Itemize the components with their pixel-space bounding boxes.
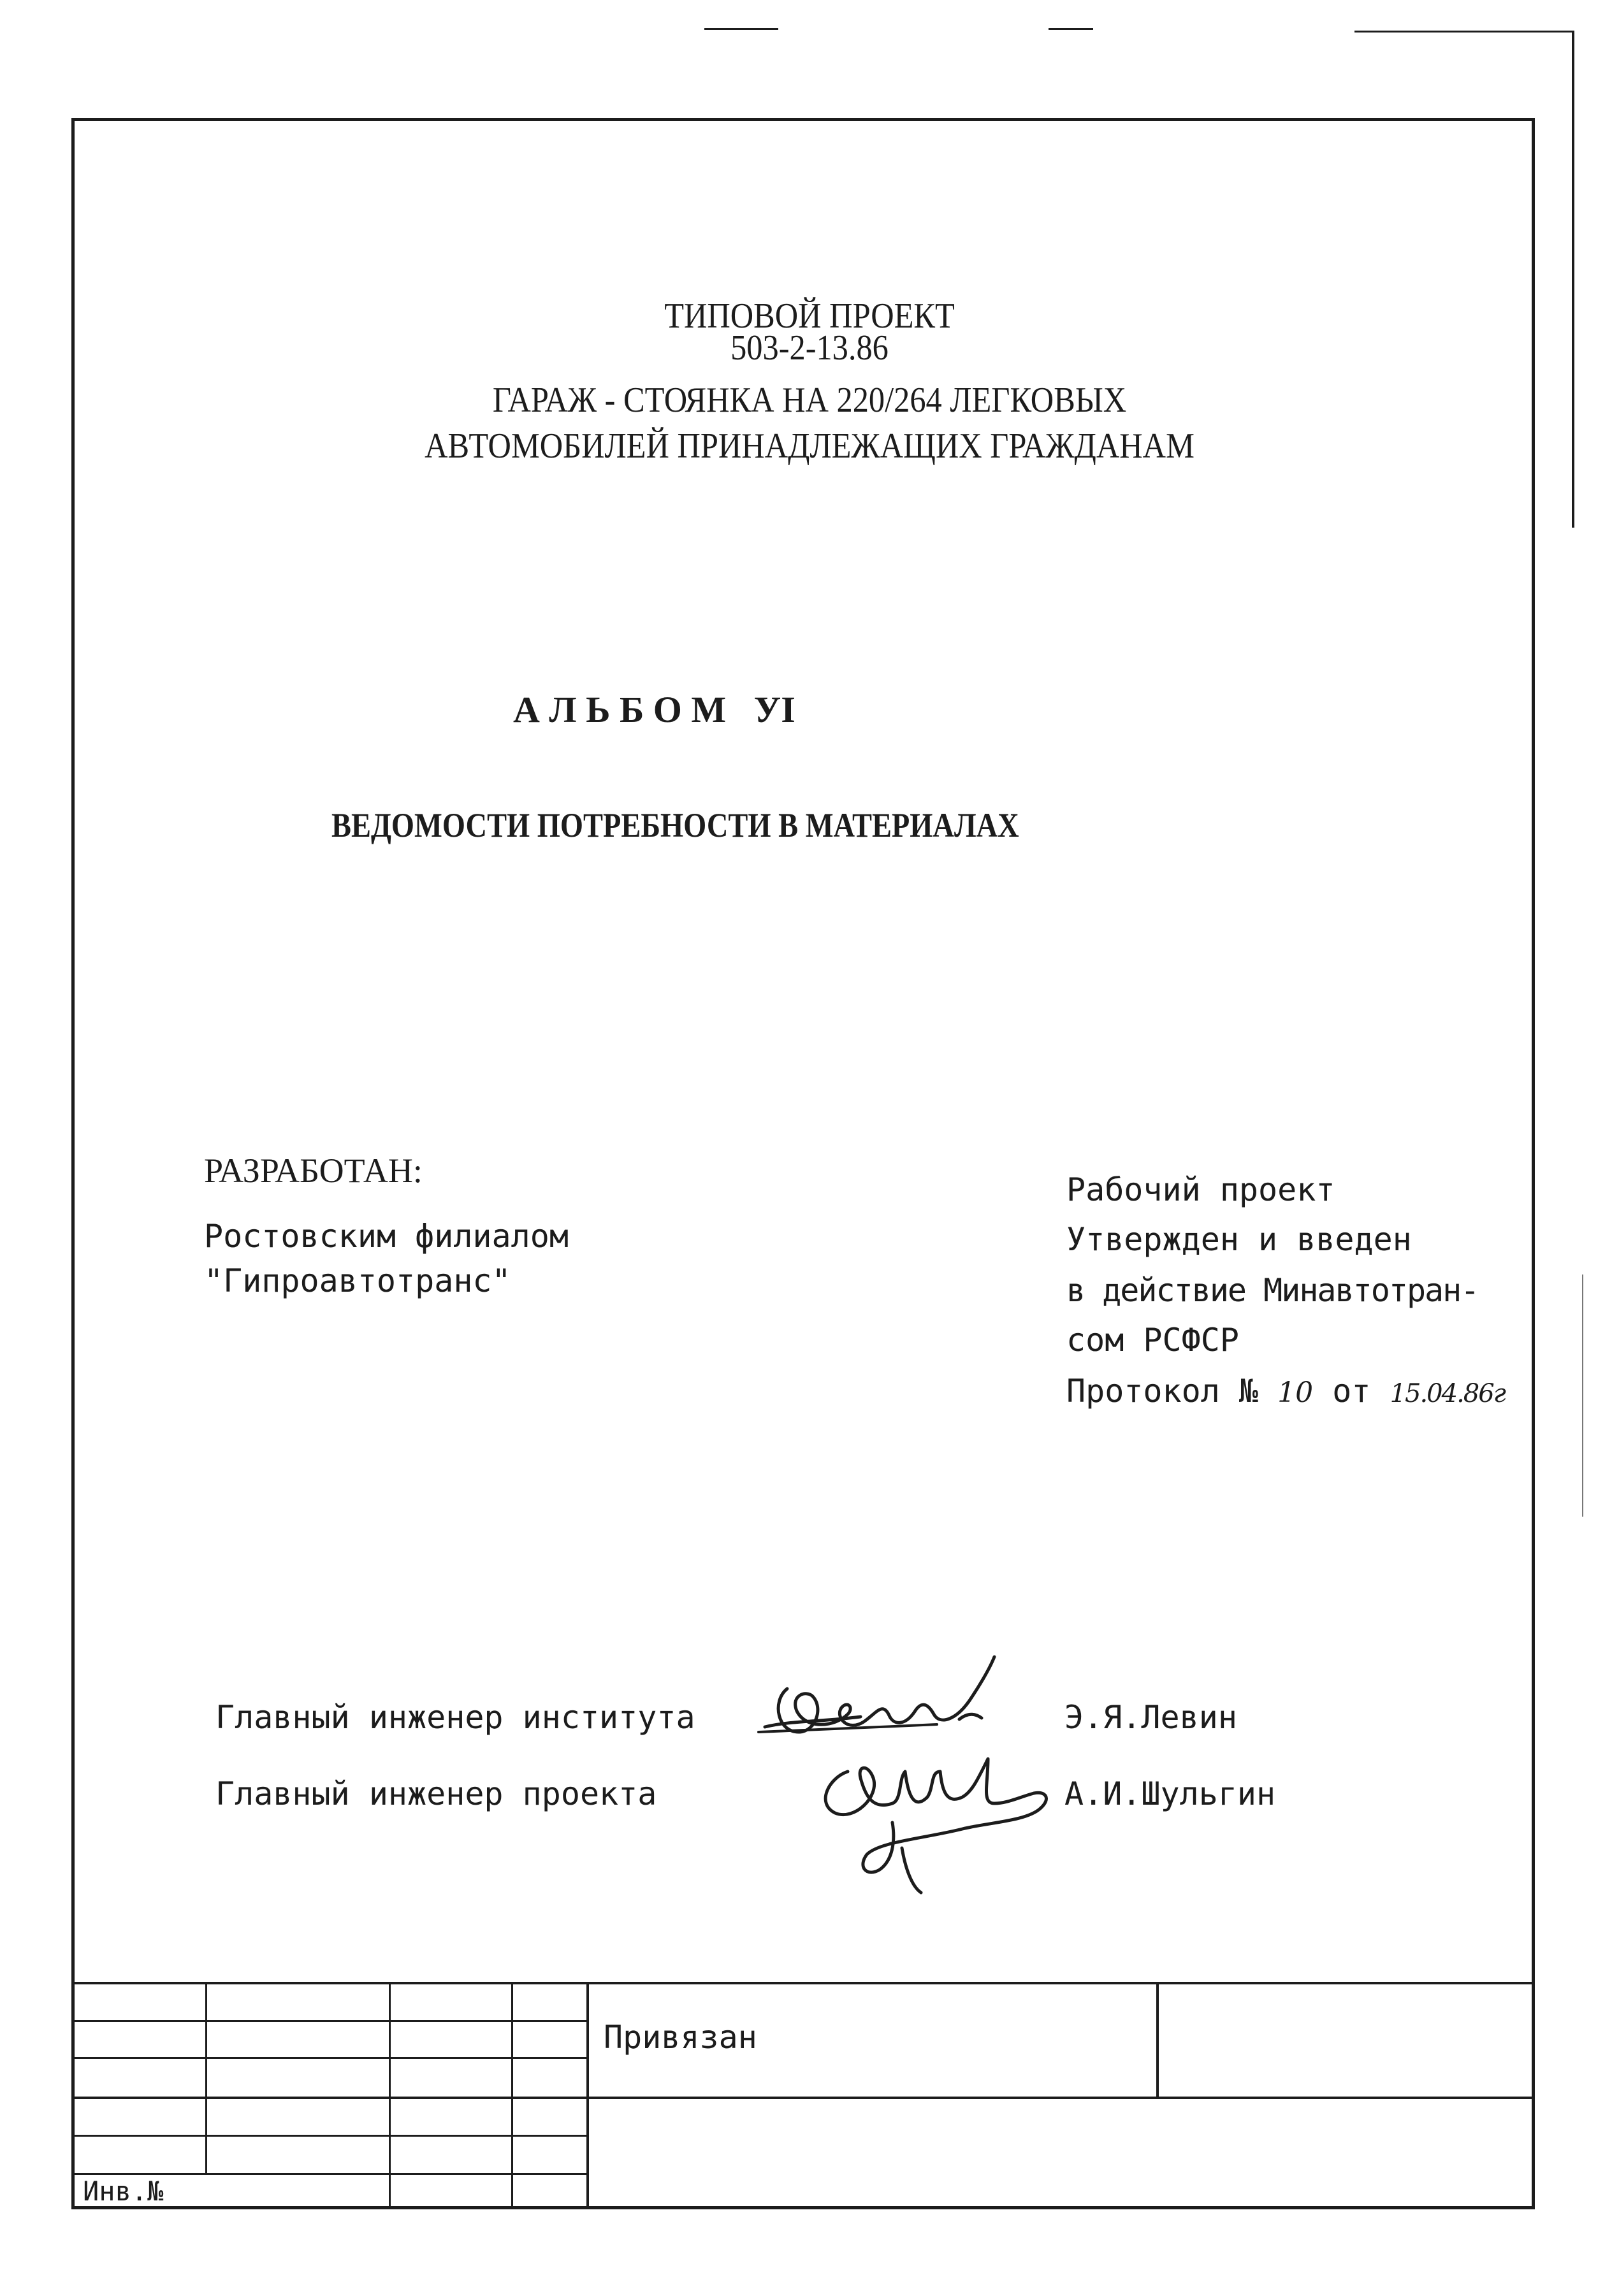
album-heading	[513, 691, 795, 728]
stamp-block	[71, 1982, 1535, 2209]
stamp-column-rule	[389, 1982, 391, 2209]
approval-protocol	[1066, 1373, 1505, 1410]
document-type: ТИПОВОЙ ПРОЕКТ	[664, 296, 955, 336]
album-title: ВЕДОМОСТИ ПОТРЕБНОСТИ В МАТЕРИАЛАХ	[331, 806, 1019, 844]
stamp-top-rule	[71, 1982, 1535, 1984]
protocol-from: от	[1313, 1373, 1390, 1410]
scan-edge-mark	[1582, 1274, 1583, 1517]
scan-edge-mark	[1572, 31, 1574, 528]
stamp-column-rule	[586, 1982, 589, 2209]
stamp-rule	[71, 2173, 586, 2175]
developer-heading: РАЗРАБОТАН:	[204, 1152, 423, 1190]
stamp-linked-label: Привязан	[604, 2019, 757, 2056]
approval-line-4: сом РСФСР	[1066, 1322, 1239, 1359]
signature-name-project: А.И.Шульгин	[1064, 1775, 1276, 1812]
album-label: А Л Ь Б О М	[513, 689, 727, 730]
stamp-column-rule	[205, 1982, 207, 2173]
project-subject-line-1: ГАРАЖ - СТОЯНКА НА 220/264 ЛЕГКОВЫХ	[492, 380, 1127, 420]
stamp-rule	[71, 2097, 1535, 2099]
protocol-number: 10	[1277, 1376, 1314, 1409]
project-subject-line-2: АВТОМОБИЛЕЙ ПРИНАДЛЕЖАЩИХ ГРАЖДАНАМ	[425, 426, 1194, 466]
document-number: 503-2-13.86	[730, 328, 889, 368]
scan-edge-mark	[1049, 28, 1093, 30]
stamp-rule	[71, 2057, 586, 2059]
album-number: УI	[753, 689, 795, 730]
stamp-inventory-label: Инв.№	[83, 2176, 164, 2207]
developer-line-1: Ростовским филиалом	[204, 1218, 569, 1255]
approval-line-2: Утвержден и введен	[1066, 1221, 1412, 1258]
protocol-label: Протокол №	[1066, 1373, 1278, 1410]
signature-project-image	[797, 1733, 1064, 1899]
stamp-rule	[71, 2135, 586, 2137]
signature-name-institute: Э.Я.Левин	[1064, 1699, 1237, 1736]
stamp-column-rule	[1156, 1982, 1159, 2097]
approval-line-1: Рабочий проект	[1066, 1171, 1335, 1208]
scan-edge-mark	[704, 28, 778, 30]
signature-role-project: Главный инженер проекта	[215, 1775, 657, 1812]
protocol-date: 15.04.86г	[1390, 1379, 1505, 1408]
stamp-rule	[71, 2020, 586, 2022]
developer-line-2: "Гипроавтотранс"	[204, 1262, 511, 1299]
scan-edge-mark	[1354, 31, 1574, 32]
signature-role-institute: Главный инженер института	[215, 1699, 695, 1736]
approval-line-3: в действие Минавтотран-	[1066, 1272, 1479, 1309]
stamp-column-rule	[511, 1982, 513, 2209]
